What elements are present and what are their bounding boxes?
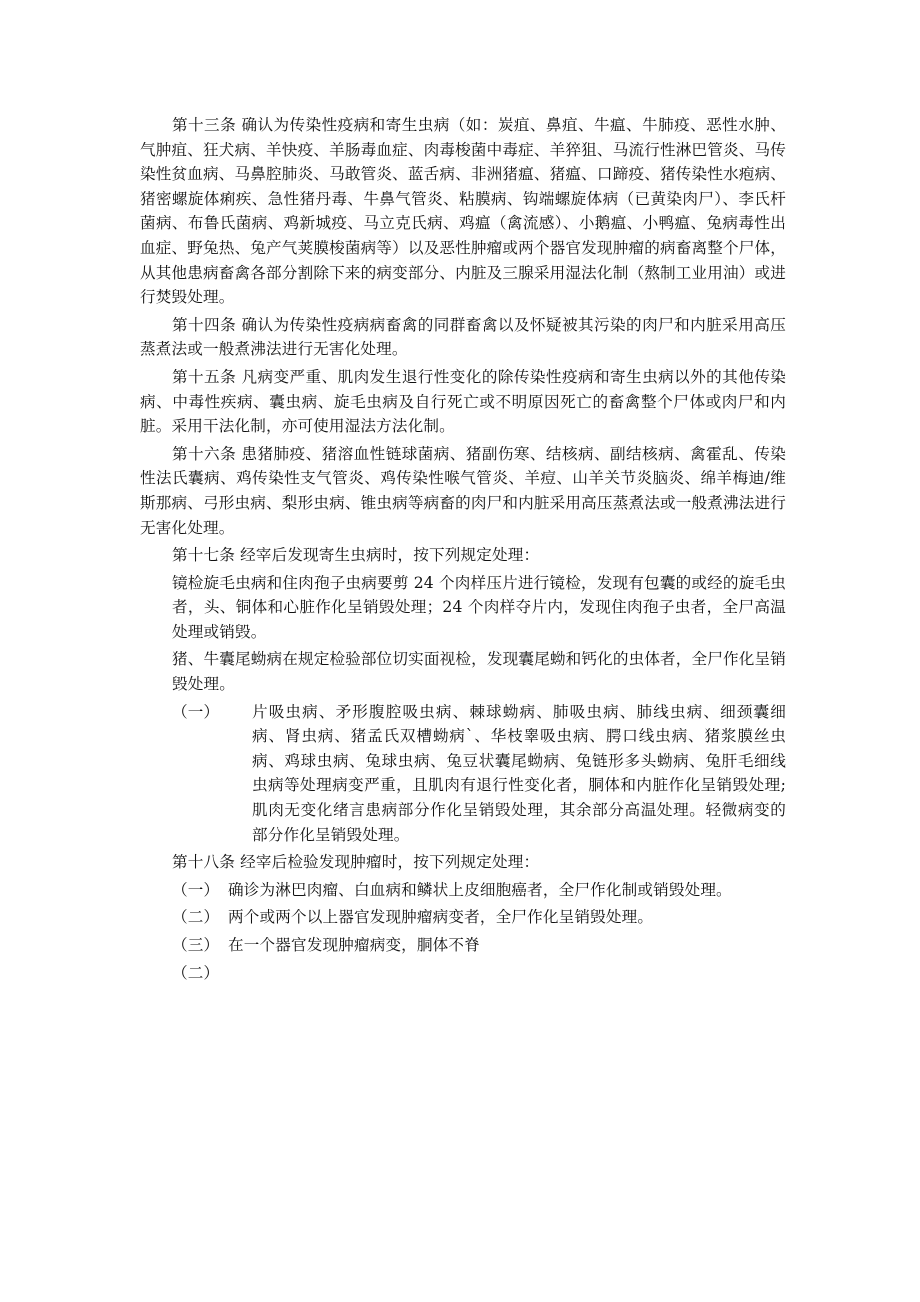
- document-body: [140, 113, 786, 988]
- article-17: 第十七条 经宰后发现寄生虫病时，按下列规定处理：: [172, 546, 540, 565]
- article-16: 第十六条 患猪肺疫、猪溶血性链球菌病、猪副伤寒、结核病、副结核病、禽霍乱、传染性法氏囊病、鸡传染性支气管炎、鸡传染性喉气管炎、羊痘、山羊关节炎脑炎、绵羊梅迪/维斯那病、弓形虫病、梨形虫病、锥虫病等病畜的肉尸和内脏采用高压蒸煮法或一般煮沸法进行无害化处理。: [140, 444, 786, 537]
- item-marker: （一）: [172, 702, 220, 721]
- item-marker: （二）: [172, 908, 220, 927]
- article-17-paragraph-1: 镜检旋毛虫病和住肉孢子虫病要剪 24 个肉样压片进行镜检，发现有包囊的或经的旋毛虫者，头、铜体和心脏作化呈销毁处理；24 个肉样夺片内，发现住肉孢子虫者，全尸高温处理或销毁。: [172, 573, 786, 641]
- item-text: 确诊为淋巴肉瘤、白血病和鳞状上皮细胞癌者，全尸作化制或销毁处理。: [228, 880, 732, 899]
- article-18: 第十八条 经宰后检验发现肿瘤时，按下列规定处理：: [172, 853, 540, 872]
- item-marker: （二）: [172, 963, 220, 982]
- article-18-item-4: [140, 961, 786, 986]
- article-15: 第十五条 凡病变严重、肌肉发生退行性变化的除传染性疫病和寄生虫病以外的其他传染病、中毒性疾病、囊虫病、旋毛虫病及自行死亡或不明原因死亡的畜禽整个尸体或肉尸和内脏。采用干法化制，亦可使用湿法方法化制。: [140, 367, 786, 436]
- article-18-item-2: [140, 905, 786, 930]
- item-marker: （一）: [172, 880, 220, 899]
- article-14: 第十四条 确认为传染性疫病病畜禽的同群畜禽以及怀疑被其污染的肉尸和内脏采用高压蒸煮法或一般煮沸法进行无害化处理。: [140, 315, 786, 359]
- item-text: 两个或两个以上器官发现肿瘤病变者，全尸作化呈销毁处理。: [228, 908, 654, 927]
- article-17-paragraph-2: 猪、牛囊尾蚴病在规定检验部位切实面视检，发现囊尾蚴和钙化的虫体者，全尸作化呈销毁处理。: [172, 650, 787, 694]
- article-17-item-1: [140, 700, 786, 848]
- article-18-item-1: [140, 878, 786, 903]
- article-18-item-3: [140, 933, 786, 958]
- item-marker: （三）: [172, 936, 220, 954]
- article-13: 第十三条 确认为传染性疫病和寄生虫病（如：炭疽、鼻疽、牛瘟、牛肺疫、恶性水肿、气肿疽、狂犬病、羊快疫、羊肠毒血症、肉毒梭菌中毒症、羊猝狙、马流行性淋巴管炎、马传染性贫血病、马鼻腔肺炎、马敢管炎、蓝舌病、非洲猪瘟、猪瘟、口蹄疫、猪传染性水疱病、猪密螺旋体痢疾、急性猪丹毒、牛鼻气管炎、粘膜病、钩端螺旋体病（已黄染肉尸）、李氏杆菌病、布鲁氏菌病、鸡新城疫、马立克氏病、鸡瘟（禽流感）、小鹅瘟、小鸭瘟、兔病毒性出血症、野兔热、兔产气荚膜梭菌病等）以及恶性肿瘤或两个器官发现肿瘤的病畜离整个尸体，从其他患病畜禽各部分割除下来的病变部分、内脏及三腺采用湿法化制（熬制工业用油）或进行焚毁处理。: [140, 116, 786, 307]
- item-text: 片吸虫病、矛形腹腔吸虫病、棘球蚴病、肺吸虫病、肺线虫病、细颈囊细病、肾虫病、猪孟氏双槽蚴病`、华枝睾吸虫病、腭口线虫病、猪浆膜丝虫病、鸡球虫病、兔球虫病、兔豆状囊尾蚴病、兔链形多头蚴病、兔肝毛细线虫病等处理病变严重，且肌肉有退行性变化者，胴体和内脏作化呈销毁处理;肌肉无变化绪言患病部分作化呈销毁处理，其余部分高温处理。轻微病变的部分作化呈销毁处理。: [252, 702, 786, 844]
- item-text: 在一个器官发现肿瘤病变，胴体不脊: [228, 936, 480, 954]
